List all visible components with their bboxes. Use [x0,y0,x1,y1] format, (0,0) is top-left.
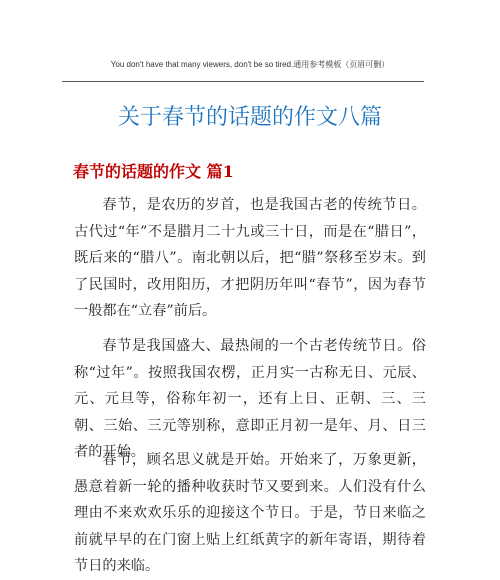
header-divider [62,81,424,82]
body-paragraph: 春节，顾名思义就是开始。开始来了，万象更新，愚意着新一轮的播种收获时节又要到来。人们没有什么理由不来欢欢乐乐的迎接这个节日。于是，节日来临之前就早早的在门窗上贴上红纸黄字的新年寄语，期待着节日的来临。 [74,452,426,574]
page-header-note: You don't have that many viewers, don't be so tired.通用参考模板（页眉可删） [110,60,390,69]
section-heading: 春节的话题的作文 篇1 [73,162,234,181]
body-paragraph: 春节是我国盛大、最热闹的一个古老传统节日。俗称“过年”。按照我国农楞，正月实一古称无日、元辰、元、元旦等，俗称年初一，还有上日、正朝、三、三朝、三始、三元等别称，意即正月初一是年、月、日三者的开始。 [74,338,426,460]
body-paragraph: 春节，是农历的岁首，也是我国古老的传统节日。古代过“年”不是腊月二十九或三十日，而是在“腊日”，既后来的“腊八”。南北朝以后，把“腊”祭移至岁末。到了民国时，改用阳历，才把阴历年叫“春节”，因为春节一般都在“立春”前后。 [74,197,426,319]
document-title: 关于春节的话题的作文八篇 [117,105,382,130]
